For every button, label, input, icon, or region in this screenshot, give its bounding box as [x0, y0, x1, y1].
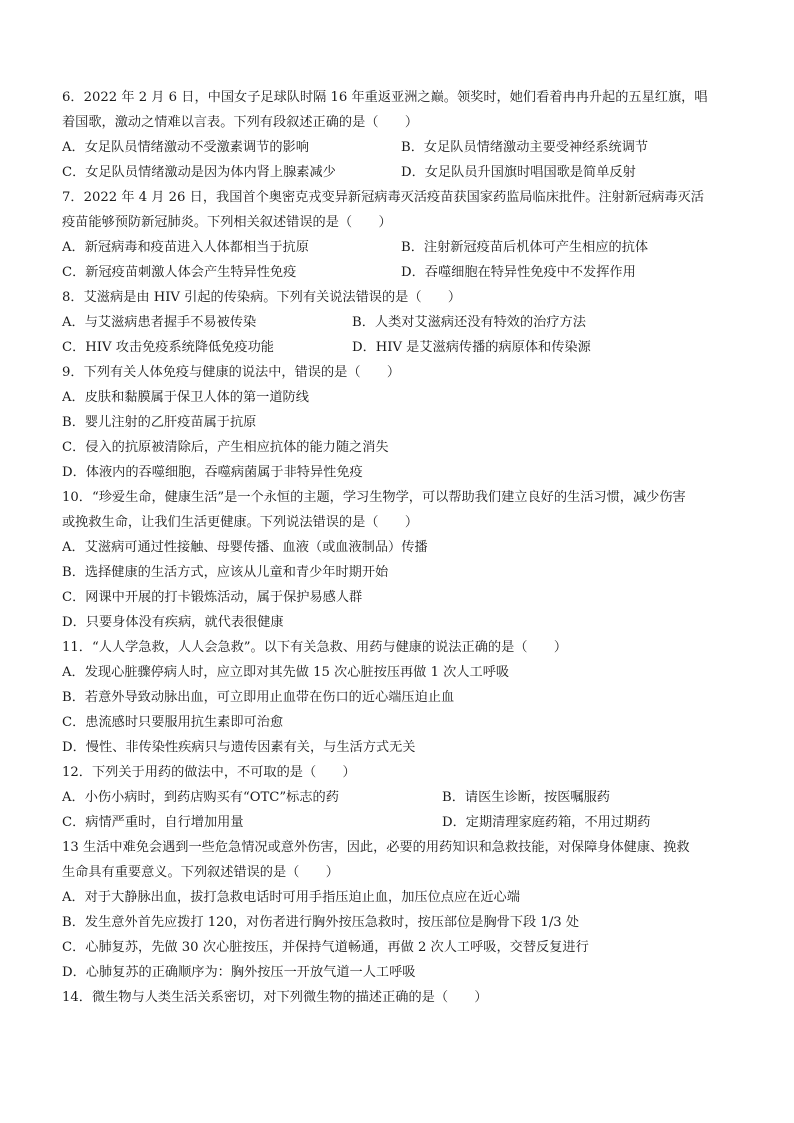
question-8-option-b: B．人类对艾滋病还没有特效的治疗方法 — [352, 315, 586, 330]
question-6-option-d: D．女足队员升国旗时唱国歌是简单反射 — [401, 165, 636, 180]
question-13-stem-line-2: 生命具有重要意义。下列叙述错误的是（ ） — [62, 865, 339, 880]
question-11-option-b: B．若意外导致动脉出血，可立即用止血带在伤口的近心端压迫止血 — [62, 690, 455, 705]
question-6-options-row-1 — [62, 135, 734, 160]
question-13-option-c: C．心肺复苏，先做 30 次心脏按压，并保持气道畅通，再做 2 次人工呼吸，交替反复进行 — [62, 940, 589, 955]
question-8-option-d: D．HIV 是艾滋病传播的病原体和传染源 — [352, 340, 591, 355]
question-8-options-row-1 — [62, 310, 734, 335]
question-12-option-c: C．病情严重时，自行增加用量 — [62, 815, 244, 830]
question-10-option-d: D．只要身体没有疾病，就代表很健康 — [62, 615, 284, 630]
question-9-stem: 9．下列有关人体免疫与健康的说法中，错误的是（ ） — [62, 365, 401, 380]
question-9-option-d: D．体液内的吞噬细胞，吞噬病菌属于非特异性免疫 — [62, 465, 363, 480]
question-7-stem-line-2: 疫苗能够预防新冠肺炎。下列相关叙述错误的是（ ） — [62, 215, 392, 230]
question-12-options-row-2 — [62, 810, 734, 835]
question-6-stem-line-2: 着国歌，激动之情难以言表。下列有段叙述正确的是（ ） — [62, 115, 419, 130]
question-8-options-row-2 — [62, 335, 734, 360]
question-8-option-c: C．HIV 攻击免疫系统降低免疫功能 — [62, 340, 274, 355]
question-10-option-b: B．选择健康的生活方式，应该从儿童和青少年时期开始 — [62, 565, 389, 580]
question-8-stem: 8．艾滋病是由 HIV 引起的传染病。下列有关说法错误的是（ ） — [62, 290, 462, 305]
question-7-option-d: D．吞噬细胞在特异性免疫中不发挥作用 — [401, 265, 636, 280]
question-8-option-a: A．与艾滋病患者握手不易被传染 — [62, 315, 257, 330]
question-6-option-a: A．女足队员情绪激动不受激素调节的影响 — [62, 140, 309, 155]
question-13-option-d: D．心肺复苏的正确顺序为：胸外按压一开放气道一人工呼吸 — [62, 965, 416, 980]
question-9-option-b: B．婴儿注射的乙肝疫苗属于抗原 — [62, 415, 257, 430]
question-6-option-b: B．女足队员情绪激动主要受神经系统调节 — [401, 140, 649, 155]
question-14-stem: 14．微生物与人类生活关系密切，对下列微生物的描述正确的是（ ） — [62, 990, 488, 1005]
question-7-options-row-1 — [62, 235, 734, 260]
question-7-option-b: B．注射新冠疫苗后机体可产生相应的抗体 — [401, 240, 649, 255]
question-10-option-c: C．网课中开展的打卡锻炼活动，属于保护易感人群 — [62, 590, 363, 605]
question-11-option-a: A．发现心脏骤停病人时，应立即对其先做 15 次心脏按压再做 1 次人工呼吸 — [62, 665, 510, 680]
question-12-options-row-1 — [62, 785, 734, 810]
question-7-stem-line-1: 7．2022 年 4 月 26 日，我国首个奥密克戎变异新冠病毒灭活疫苗获国家药监局临床批件。注射新冠病毒灭活 — [62, 190, 704, 205]
question-6-stem-line-1: 6．2022 年 2 月 6 日，中国女子足球队时隔 16 年重返亚洲之巅。领奖时，她们看着冉冉升起的五星红旗，唱 — [62, 90, 708, 105]
question-10-option-a: A．艾滋病可通过性接触、母婴传播、血液（或血液制品）传播 — [62, 540, 428, 555]
question-10-stem-line-1: 10．“珍爱生命，健康生活”是一个永恒的主题，学习生物学，可以帮助我们建立良好的生活习惯，减少伤害 — [62, 490, 686, 505]
question-9-option-a: A．皮肤和黏膜属于保卫人体的第一道防线 — [62, 390, 309, 405]
question-13-stem-line-1: 13 生活中难免会遇到一些危急情况或意外伤害，因此，必要的用药知识和急救技能，对保障身体健康、挽救 — [62, 840, 690, 855]
question-13-option-b: B．发生意外首先应拨打 120，对伤者进行胸外按压急救时，按压部位是胸骨下段 1/3 处 — [62, 915, 580, 930]
question-11-option-d: D．慢性、非传染性疾病只与遗传因素有关，与生活方式无关 — [62, 740, 416, 755]
question-12-option-d: D．定期清理家庭药箱，不用过期药 — [442, 815, 651, 830]
question-7-options-row-2 — [62, 260, 734, 285]
question-6-options-row-2 — [62, 160, 734, 185]
question-7-option-c: C．新冠疫苗刺激人体会产生特异性免疫 — [62, 265, 297, 280]
question-11-stem: 11．“人人学急救，人人会急救”。以下有关急救、用药与健康的说法正确的是（ ） — [62, 640, 568, 655]
question-13-option-a: A．对于大静脉出血，拔打急救电话时可用手指压迫止血，加压位点应在近心端 — [62, 890, 520, 905]
question-12-option-a: A．小伤小病时，到药店购买有“OTC”标志的药 — [62, 790, 339, 805]
question-9-option-c: C．侵入的抗原被清除后，产生相应抗体的能力随之消失 — [62, 440, 389, 455]
question-11-option-c: C．患流感时只要服用抗生素即可治愈 — [62, 715, 284, 730]
question-12-stem: 12．下列关于用药的做法中，不可取的是（ ） — [62, 765, 356, 780]
question-10-stem-line-2: 或挽救生命，让我们生活更健康。下列说法错误的是（ ） — [62, 515, 419, 530]
question-12-option-b: B．请医生诊断，按医嘱服药 — [442, 790, 610, 805]
question-6-option-c: C．女足队员情绪激动是因为体内肾上腺素减少 — [62, 165, 336, 180]
question-7-option-a: A．新冠病毒和疫苗进入人体都相当于抗原 — [62, 240, 309, 255]
